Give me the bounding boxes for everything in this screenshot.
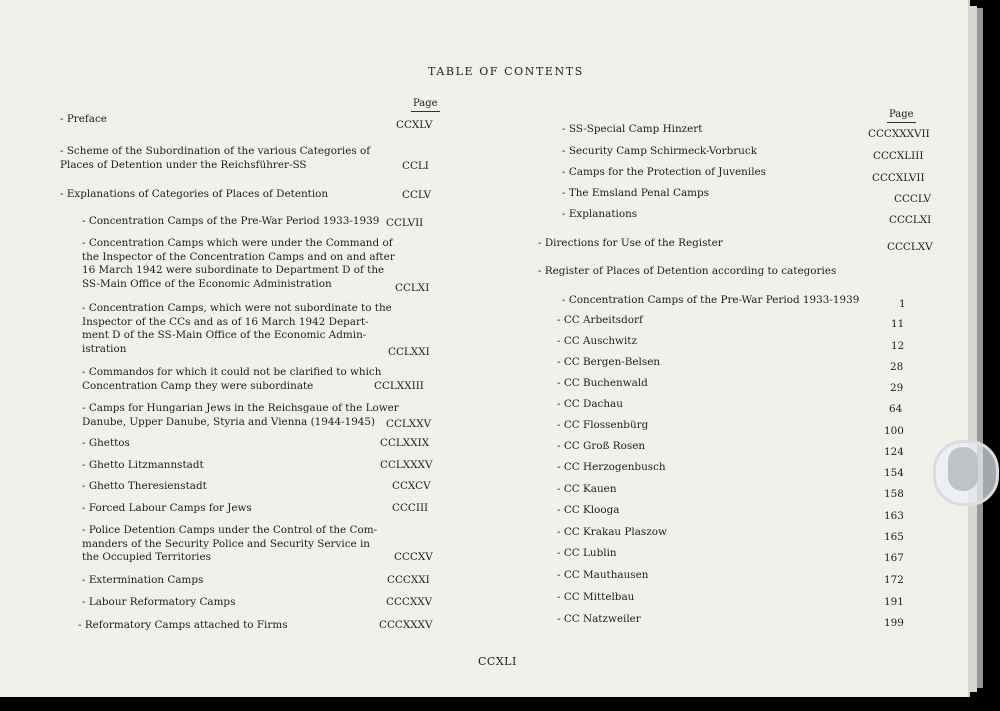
toc-entry-label: - Directions for Use of the Register [538, 237, 723, 249]
toc-entry-page: CCCXXXVII [868, 128, 930, 140]
toc-entry [557, 314, 643, 328]
toc-entry [557, 419, 648, 433]
toc-entry-page: 165 [884, 531, 904, 543]
toc-entry [557, 335, 637, 349]
toc-entry-label: - Explanations of Categories of Places of Detention [60, 188, 329, 200]
toc-entry-label: - The Emsland Penal Camps [562, 187, 709, 199]
toc-entry [557, 398, 623, 412]
toc-entry-page: CCCXLIII [873, 150, 924, 162]
toc-entry [557, 461, 666, 475]
toc-entry-label: - CC Auschwitz [557, 335, 637, 347]
page-edge [968, 6, 977, 692]
toc-entry-label: - Commandos for which it could not be clarified to which Concentration Camp they were subordinate [82, 366, 382, 392]
toc-entry [557, 569, 648, 583]
toc-entry-page: CCCXXV [386, 596, 433, 608]
toc-entry [562, 187, 709, 201]
toc-entry [562, 208, 637, 222]
toc-entry-label: - Concentration Camps which were under the Command of the Inspector of the Concentration Camps and on and after 16 March 1942 were subordinate to Department D of the SS-Main Office of the Economic Administration [82, 237, 395, 290]
toc-entry-label: - Preface [60, 113, 107, 125]
toc-entry [538, 237, 723, 251]
toc-entry-page: CCLXI [395, 282, 430, 294]
toc-entry-page: CCLXXXV [380, 459, 433, 471]
toc-entry [557, 483, 617, 497]
toc-entry [557, 526, 667, 540]
toc-entry-page: CCCIII [392, 502, 429, 514]
toc-entry-label: - Ghettos [82, 437, 130, 449]
toc-entry-label: - Concentration Camps of the Pre-War Period 1933-1939 [562, 294, 860, 306]
toc-entry [557, 591, 634, 605]
toc-entry-page: CCCXV [394, 551, 433, 563]
toc-entry-label: - CC Dachau [557, 398, 623, 410]
toc-entry-label: - CC Herzogenbusch [557, 461, 666, 473]
toc-entry-page: 163 [884, 510, 904, 522]
toc-entry [82, 459, 204, 473]
toc-entry-page: CCLXXIII [374, 380, 424, 392]
toc-entry-label: - CC Kauen [557, 483, 617, 495]
toc-entry-page: CCLXXI [388, 346, 430, 358]
toc-entry-label: - CC Buchenwald [557, 377, 648, 389]
toc-entry-page: 1 [899, 298, 906, 310]
toc-entry [562, 166, 766, 180]
toc-entry-label: - Reformatory Camps attached to Firms [78, 619, 288, 631]
toc-entry [82, 215, 379, 229]
toc-entry-label: - SS-Special Camp Hinzert [562, 123, 703, 135]
toc-entry-page: 12 [891, 340, 905, 352]
toc-entry-label: - CC Krakau Plaszow [557, 526, 667, 538]
toc-entry [82, 366, 381, 393]
toc-entry [82, 480, 207, 494]
toc-entry-label: - CC Groß Rosen [557, 440, 646, 452]
toc-entry [82, 237, 395, 291]
toc-entry-label: - CC Klooga [557, 504, 620, 516]
toc-entry [60, 113, 107, 127]
toc-entry-page: 124 [884, 446, 904, 458]
toc-entry-label: - Concentration Camps of the Pre-War Period 1933-1939 [82, 215, 380, 227]
toc-entry [538, 265, 836, 279]
toc-entry-label: - Labour Reformatory Camps [82, 596, 236, 608]
toc-entry-label: - CC Natzweiler [557, 613, 641, 625]
toc-entry [60, 188, 328, 202]
toc-entry [78, 619, 288, 633]
toc-entry-page: CCXCV [392, 480, 431, 492]
page-column-header-left: Page [413, 98, 438, 109]
toc-entry [82, 596, 235, 610]
toc-entry [60, 145, 370, 172]
toc-entry-label: - CC Bergen-Belsen [557, 356, 661, 368]
toc-entry-page: 28 [890, 361, 904, 373]
toc-entry-page: 29 [890, 382, 904, 394]
toc-entry-label: - CC Mauthausen [557, 569, 649, 581]
toc-entry-page: 154 [884, 467, 904, 479]
toc-entry-page: CCCLXV [887, 241, 933, 253]
toc-entry-label: - Explanations [562, 208, 638, 220]
toc-entry [82, 437, 130, 451]
toc-entry-page: CCLV [402, 189, 432, 201]
toc-entry-label: - Police Detention Camps under the Control of the Com- manders of the Security Police and Security Service in the Occupied Territories [82, 524, 378, 564]
toc-entry-page: CCLXXIX [380, 437, 430, 449]
toc-entry-page: CCCXLVII [872, 172, 925, 184]
toc-entry-label: - Concentration Camps, which were not subordinate to the Inspector of the CCs and as of 16 March 1942 Depart- ment D of the SS-Main Office of the Economic Admin- istration [82, 302, 392, 355]
toc-entry-label: - Extermination Camps [82, 574, 204, 586]
toc-entry [82, 574, 203, 588]
toc-entry [557, 547, 617, 561]
toc-entry-page: CCCXXI [387, 574, 430, 586]
toc-entry-page: 199 [884, 617, 904, 629]
page-edge-shadow [977, 8, 983, 688]
toc-entry [82, 524, 377, 565]
paper-clip-inner [948, 447, 978, 491]
page-title: TABLE OF CONTENTS [428, 65, 584, 78]
toc-entry-page: CCCLV [894, 193, 932, 205]
toc-entry-label: - Register of Places of Detention according to categories [538, 265, 837, 277]
toc-entry [557, 613, 641, 627]
toc-entry-label: - Forced Labour Camps for Jews [82, 502, 252, 514]
toc-entry-page: 172 [884, 574, 904, 586]
toc-entry [82, 302, 392, 356]
toc-entry [82, 502, 252, 516]
toc-entry-label: - Camps for Hungarian Jews in the Reichsgaue of the Lower Danube, Upper Danube, Styria and Vienna (1944-1945) [82, 402, 399, 428]
toc-entry-page: 191 [884, 596, 904, 608]
toc-entry [557, 440, 645, 454]
toc-entry [557, 377, 648, 391]
toc-entry-page: CCLXXV [386, 418, 432, 430]
toc-entry-page: 158 [884, 488, 904, 500]
toc-entry-page: CCXLV [396, 119, 433, 131]
page-number: CCXLI [478, 655, 517, 668]
toc-entry [82, 402, 399, 429]
toc-entry-label: - CC Lublin [557, 547, 617, 559]
toc-entry-page: CCCLXI [889, 214, 932, 226]
toc-entry-page: 11 [891, 318, 905, 330]
toc-entry-page: 167 [884, 552, 904, 564]
toc-entry-label: - CC Mittelbau [557, 591, 635, 603]
toc-entry-label: - Security Camp Schirmeck-Vorbruck [562, 145, 757, 157]
toc-entry-label: - Ghetto Litzmannstadt [82, 459, 204, 471]
toc-entry [562, 145, 757, 159]
toc-entry [562, 294, 859, 308]
toc-entry [557, 356, 660, 370]
toc-entry-page: CCLI [402, 160, 429, 172]
toc-entry-page: CCLVII [386, 217, 424, 229]
toc-entry-label: - CC Arbeitsdorf [557, 314, 643, 326]
toc-entry-page: CCCXXXV [379, 619, 433, 631]
page-column-header-right: Page [889, 109, 914, 120]
toc-entry-label: - Ghetto Theresienstadt [82, 480, 207, 492]
toc-entry [562, 123, 702, 137]
toc-entry-label: - Scheme of the Subordination of the various Categories of Places of Detention under the Reichsführer-SS [60, 145, 371, 171]
toc-entry-label: - CC Flossenbürg [557, 419, 649, 431]
toc-entry-page: 64 [889, 403, 903, 415]
toc-entry-page: 100 [884, 425, 904, 437]
toc-entry-label: - Camps for the Protection of Juveniles [562, 166, 766, 178]
toc-entry [557, 504, 619, 518]
